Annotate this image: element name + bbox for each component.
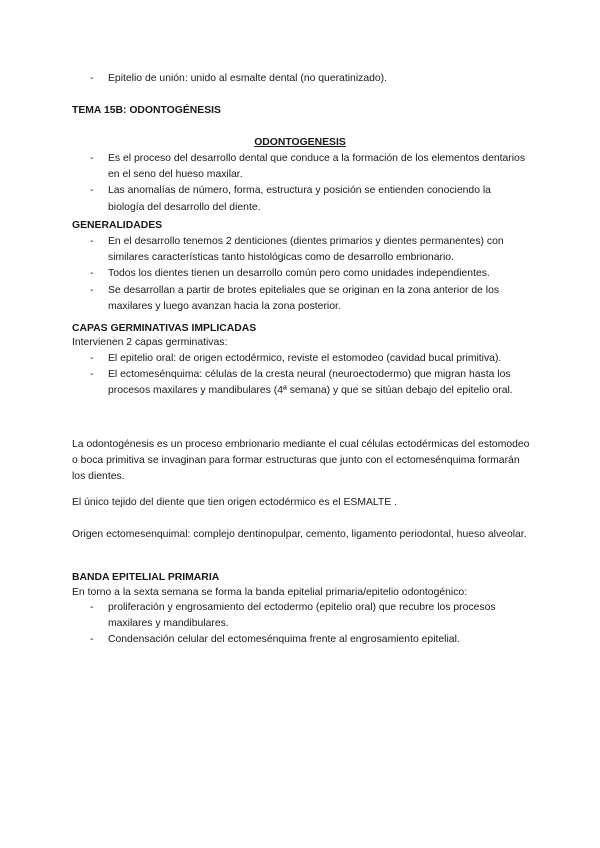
list-item: - El ectomesénquima: células de la cresta neural (neuroectodermo) que migran hasta los procesos maxilares y mandibulares (4ª semana) y que se sitúan debajo del epitelio oral. bbox=[88, 367, 528, 399]
generalidades-bullet-list bbox=[88, 234, 528, 315]
list-item: - Se desarrollan a partir de brotes epiteliales que se originan en la zona anterior de los maxilares y luego avanzan hacia la zona posterior. bbox=[88, 283, 528, 315]
capas-bullet-list bbox=[88, 351, 528, 400]
odontogenesis-title: ODONTOGENESIS bbox=[254, 137, 346, 148]
capas-title: CAPAS GERMINATIVAS IMPLICADAS bbox=[72, 323, 257, 334]
list-item: - Es el proceso del desarrollo dental que conduce a la formación de los elementos dentarios en el seno del hueso maxilar. bbox=[88, 151, 528, 183]
tema-title: TEMA 15B: ODONTOGÉNESIS bbox=[72, 105, 221, 116]
list-item: - Condensación celular del ectomesénquima frente al engrosamiento epitelial. bbox=[88, 632, 528, 648]
list-item: - Las anomalías de número, forma, estructura y posición se entienden conociendo la biología del desarrollo del diente. bbox=[88, 183, 528, 215]
list-item: - El epitelio oral: de origen ectodérmico, reviste el estomodeo (cavidad bucal primitiva). bbox=[88, 351, 528, 367]
generalidades-title: GENERALIDADES bbox=[72, 220, 163, 231]
ectomesenquimal-paragraph: Origen ectomesenquimal: complejo dentinopulpar, cemento, ligamento periodontal, hueso alveolar. bbox=[72, 529, 527, 540]
list-item: - proliferación y engrosamiento del ectodermo (epitelio oral) que recubre los procesos maxilares y mandibulares. bbox=[88, 600, 528, 632]
top-bullet-list bbox=[88, 71, 528, 87]
esmalte-paragraph: El único tejido del diente que tien origen ectodérmico es el ESMALTE . bbox=[72, 497, 397, 508]
list-item: - En el desarrollo tenemos 2 denticiones (dientes primarios y dientes permanentes) con similares características tanto histológicas como de desarrollo embrionario. bbox=[88, 234, 528, 266]
list-item: - Todos los dientes tienen un desarrollo común pero como unidades independientes. bbox=[88, 266, 528, 282]
capas-intro: Intervienen 2 capas germinativas: bbox=[72, 337, 228, 348]
banda-bullet-list bbox=[88, 600, 528, 649]
odontogenesis-paragraph: La odontogénesis es un proceso embrionario mediante el cual células ectodérmicas del estomodeo o boca primitiva se invaginan para formar estructuras que junto con el ectomesénquima formarán los dientes. bbox=[72, 439, 530, 483]
list-item: - Epitelio de unión: unido al esmalte dental (no queratinizado). bbox=[88, 71, 528, 87]
odontogenesis-bullet-list bbox=[88, 151, 528, 216]
banda-title: BANDA EPITELIAL PRIMARIA bbox=[72, 572, 220, 583]
banda-intro: En torno a la sexta semana se forma la banda epitelial primaria/epitelio odontogénico: bbox=[72, 587, 468, 598]
